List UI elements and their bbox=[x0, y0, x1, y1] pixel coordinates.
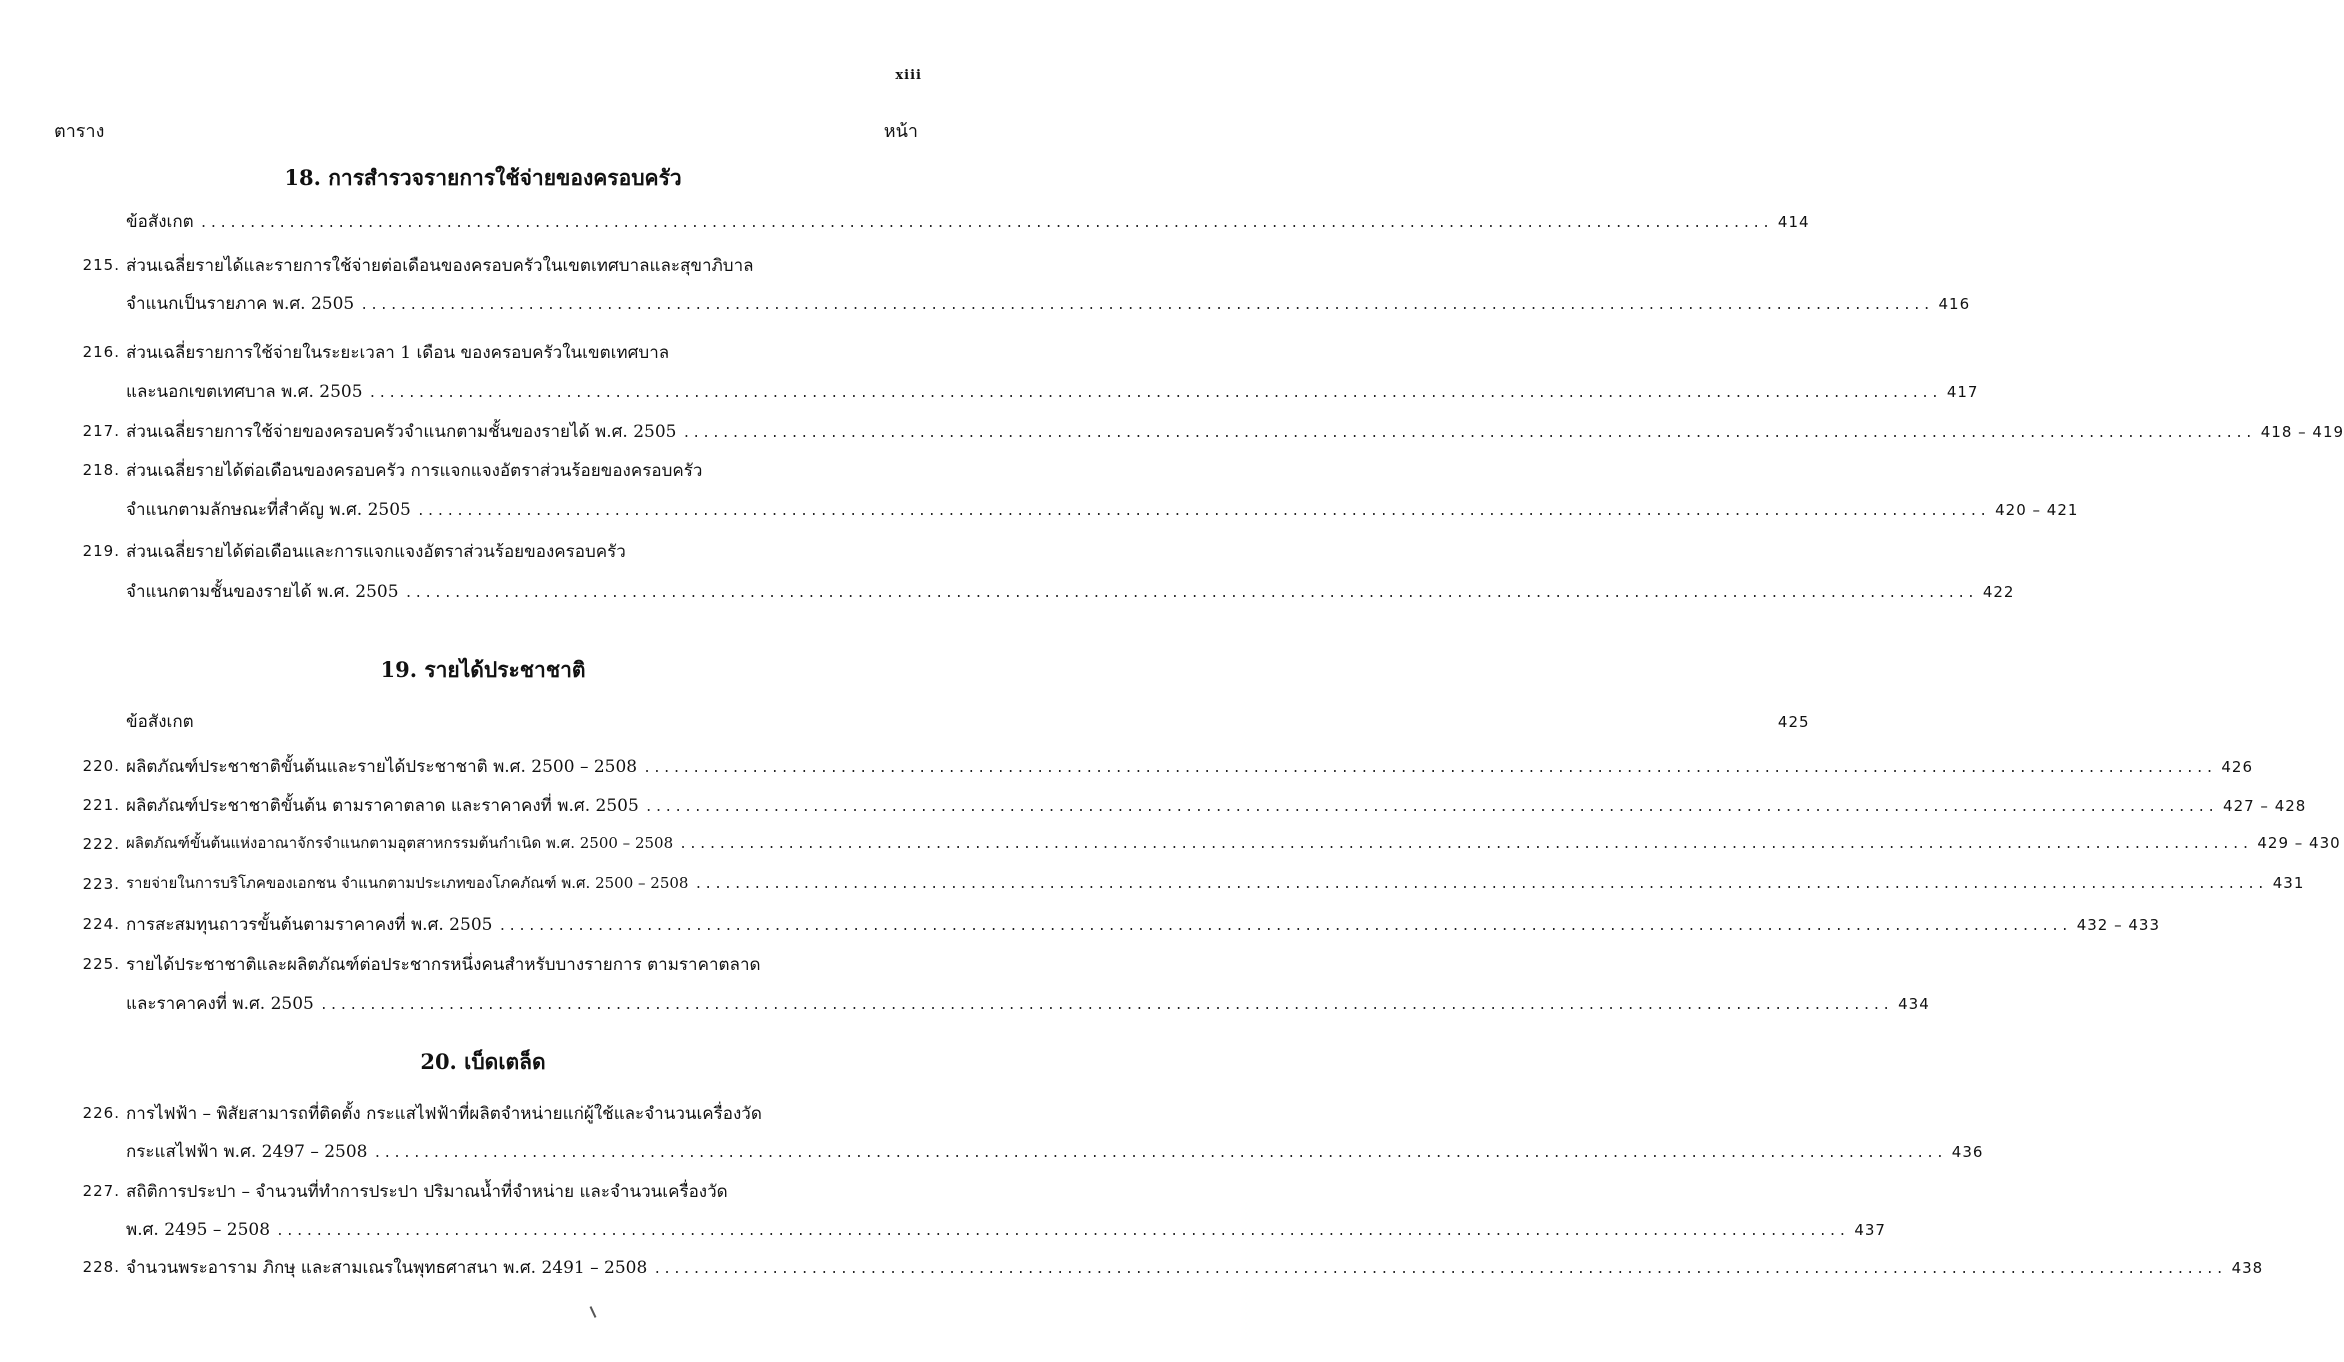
toc-entry-227 bbox=[126, 1216, 1886, 1244]
entry-number: 227. bbox=[82, 1182, 120, 1200]
toc-entry-224 bbox=[126, 911, 2161, 939]
entry-page: 426 bbox=[2221, 758, 2254, 776]
entry-page: 438 bbox=[2231, 1259, 2264, 1277]
entry-text-line2: จำแนกตามชั้นของรายได้ พ.ศ. 2505 bbox=[126, 582, 399, 602]
toc-entry-note-18 bbox=[126, 208, 1810, 236]
entry-text: ข้อสังเกต bbox=[126, 712, 194, 732]
dot-leader: ................................................................................................................................................................ bbox=[644, 800, 2218, 815]
toc-entry-221 bbox=[126, 792, 2307, 820]
entry-number: 222. bbox=[82, 835, 120, 853]
dot-leader: ................................................................................................................................................................ bbox=[682, 426, 2255, 441]
entry-number: 224. bbox=[82, 915, 120, 933]
dot-leader: ................................................................................................................................................................ bbox=[373, 1146, 1946, 1161]
section-title-19: 19. รายได้ประชาชาติ bbox=[380, 657, 586, 682]
section-title-20: 20. เบ็ดเตล็ด bbox=[420, 1049, 546, 1074]
entry-number: 216. bbox=[82, 343, 120, 361]
dot-leader: ................................................................................................................................................................ bbox=[319, 998, 1893, 1013]
toc-entry-228 bbox=[126, 1254, 2264, 1282]
entry-number: 221. bbox=[82, 796, 120, 814]
entry-text-line1: จำนวนพระอาราม ภิกษุ และสามเณรในพุทธศาสนา พ.ศ. 2491 – 2508 bbox=[126, 1258, 648, 1278]
column-header-page: หน้า bbox=[883, 121, 918, 142]
dot-leader: ................................................................................................................................................................ bbox=[653, 1262, 2226, 1277]
entry-page: 432 – 433 bbox=[2076, 916, 2161, 934]
entry-page: 429 – 430 bbox=[2257, 834, 2341, 852]
dot-leader: ................................................................................................................................................................ bbox=[694, 877, 2267, 892]
entry-text-line1: รายได้ประชาชาติและผลิตภัณฑ์ต่อประชากรหนึ่งคนสำหรับบางรายการ ตามราคาตลาด bbox=[126, 955, 761, 975]
dot-leader: ................................................................................................................................................................ bbox=[416, 504, 1990, 519]
dot-leader: ................................................................................................................................................................ bbox=[276, 1224, 1849, 1239]
entry-text-line1: ส่วนเฉลี่ยรายได้และรายการใช้จ่ายต่อเดือนของครอบครัวในเขตเทศบาลและสุขาภิบาล bbox=[126, 256, 754, 276]
entry-number: 218. bbox=[82, 461, 120, 479]
toc-entry-215 bbox=[126, 290, 1971, 318]
entry-number: 219. bbox=[82, 542, 120, 560]
scan-speck bbox=[590, 1306, 597, 1318]
entry-text-line1: ผลิตภัณฑ์ขั้นต้นแห่งอาณาจักรจำแนกตามอุตสาหกรรมต้นกำเนิด พ.ศ. 2500 – 2508 bbox=[126, 834, 674, 852]
entry-text-line2: กระแสไฟฟ้า พ.ศ. 2497 – 2508 bbox=[126, 1142, 368, 1162]
entry-text-line1: ผลิตภัณฑ์ประชาชาติขั้นต้น ตามราคาตลาด และราคาคงที่ พ.ศ. 2505 bbox=[126, 796, 639, 816]
toc-entry-219 bbox=[126, 578, 2015, 606]
entry-text-line2: จำแนกเป็นรายภาค พ.ศ. 2505 bbox=[126, 294, 355, 314]
toc-entry-225 bbox=[126, 990, 1930, 1018]
entry-text-line1: ผลิตภัณฑ์ประชาชาติขั้นต้นและรายได้ประชาชาติ พ.ศ. 2500 – 2508 bbox=[126, 757, 638, 777]
entry-page: 414 bbox=[1777, 213, 1810, 231]
dot-leader bbox=[194, 716, 1778, 731]
entry-text-line1: สถิติการประปา – จำนวนที่ทำการประปา ปริมาณน้ำที่จำหน่าย และจำนวนเครื่องวัด bbox=[126, 1182, 728, 1202]
entry-number: 223. bbox=[82, 875, 120, 893]
entry-text-line2: และราคาคงที่ พ.ศ. 2505 bbox=[126, 994, 314, 1014]
dot-leader: ................................................................................................................................................................ bbox=[498, 919, 2071, 934]
entry-text-line1: การไฟฟ้า – พิสัยสามารถที่ติดตั้ง กระแสไฟฟ้าที่ผลิตจำหน่ายแก่ผู้ใช้และจำนวนเครื่องวัด bbox=[126, 1104, 762, 1124]
entry-number: 225. bbox=[82, 955, 120, 973]
page-number-roman: xiii bbox=[895, 68, 922, 83]
entry-page: 427 – 428 bbox=[2223, 797, 2307, 815]
entry-number: 217. bbox=[82, 422, 120, 440]
entry-text-line1: ส่วนเฉลี่ยรายได้ต่อเดือนของครอบครัว การแจกแจงอัตราส่วนร้อยของครอบครัว bbox=[126, 461, 703, 481]
dot-leader: ................................................................................................................................................................ bbox=[368, 386, 1941, 401]
dot-leader: ................................................................................................................................................................ bbox=[199, 216, 1772, 231]
dot-leader: ................................................................................................................................................................ bbox=[404, 586, 1977, 601]
entry-page: 436 bbox=[1951, 1143, 1984, 1161]
entry-page: 420 – 421 bbox=[1995, 501, 2079, 519]
section-title-18: 18. การสำรวจรายการใช้จ่ายของครอบครัว bbox=[284, 165, 682, 190]
toc-entry-216 bbox=[126, 378, 1979, 406]
toc-entry-226 bbox=[126, 1138, 1984, 1166]
entry-number: 215. bbox=[82, 256, 120, 274]
entry-text-line1: ส่วนเฉลี่ยรายได้ต่อเดือนและการแจกแจงอัตราส่วนร้อยของครอบครัว bbox=[126, 542, 626, 562]
dot-leader: ................................................................................................................................................................ bbox=[360, 298, 1933, 313]
entry-text-line2: จำแนกตามลักษณะที่สำคัญ พ.ศ. 2505 bbox=[126, 500, 411, 520]
entry-number: 228. bbox=[82, 1258, 120, 1276]
toc-entry-218 bbox=[126, 496, 2079, 524]
entry-page: 417 bbox=[1946, 383, 1979, 401]
toc-entry-220 bbox=[126, 753, 2254, 781]
entry-number: 220. bbox=[82, 757, 120, 775]
entry-number: 226. bbox=[82, 1104, 120, 1122]
entry-page: 431 bbox=[2272, 874, 2305, 892]
dot-leader: ................................................................................................................................................................ bbox=[643, 761, 2216, 776]
entry-text-line1: ส่วนเฉลี่ยรายการใช้จ่ายของครอบครัวจำแนกตามชั้นของรายได้ พ.ศ. 2505 bbox=[126, 422, 677, 442]
entry-page: 416 bbox=[1938, 295, 1971, 313]
entry-page: 418 – 419 bbox=[2260, 423, 2344, 441]
entry-text-line1: รายจ่ายในการบริโภคของเอกชน จำแนกตามประเภทของโภคภัณฑ์ พ.ศ. 2500 – 2508 bbox=[126, 874, 689, 892]
entry-text-line1: ส่วนเฉลี่ยรายการใช้จ่ายในระยะเวลา 1 เดือน ของครอบครัวในเขตเทศบาล bbox=[126, 343, 670, 363]
entry-text: ข้อสังเกต bbox=[126, 212, 194, 232]
toc-entry-217 bbox=[126, 418, 2344, 446]
entry-page: 422 bbox=[1982, 583, 2015, 601]
column-header-table: ตาราง bbox=[54, 121, 105, 142]
entry-text-line2: พ.ศ. 2495 – 2508 bbox=[126, 1220, 271, 1240]
entry-text-line2: และนอกเขตเทศบาล พ.ศ. 2505 bbox=[126, 382, 363, 402]
entry-text-line1: การสะสมทุนถาวรขั้นต้นตามราคาคงที่ พ.ศ. 2505 bbox=[126, 915, 493, 935]
toc-entry-note-19 bbox=[126, 708, 1810, 736]
entry-page: 425 bbox=[1777, 713, 1810, 731]
entry-page: 434 bbox=[1898, 995, 1930, 1013]
entry-page: 437 bbox=[1854, 1221, 1886, 1239]
toc-entry-222 bbox=[126, 831, 2341, 859]
dot-leader: ................................................................................................................................................................ bbox=[679, 837, 2252, 852]
toc-entry-223 bbox=[126, 871, 2305, 899]
